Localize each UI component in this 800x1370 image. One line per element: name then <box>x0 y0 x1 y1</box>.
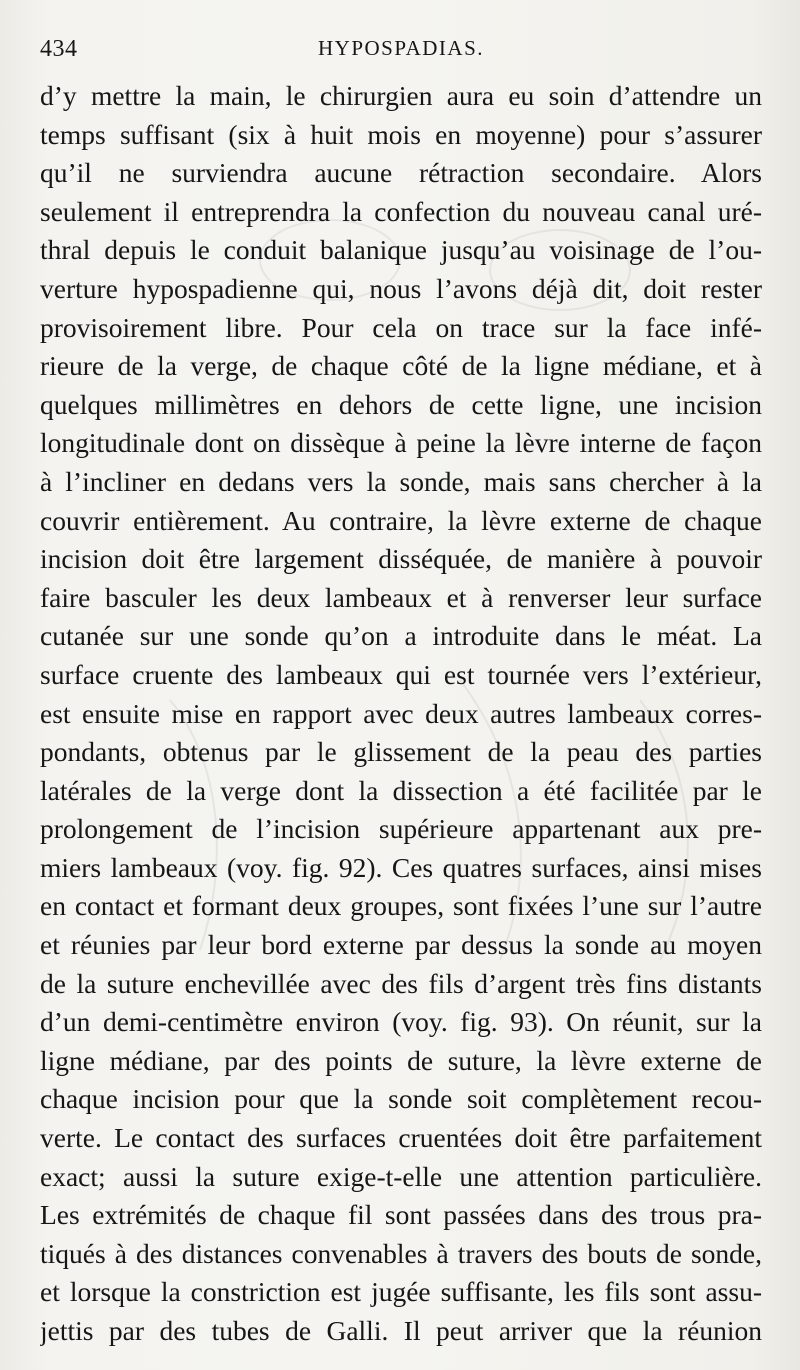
text-line: en contact et formant deux groupes, sont fixées l’une sur l’autre <box>40 890 762 922</box>
text-line: à l’incliner en dedans vers la sonde, mais sans chercher à la <box>40 465 762 497</box>
text-line: latérales de la verge dont la dissection a été facilitée par le <box>40 774 762 806</box>
text-line: est ensuite mise en rapport avec deux autres lambeaux corres- <box>40 697 762 729</box>
running-head: HYPOSPADIAS. <box>317 36 485 60</box>
text-line: prolongement de l’incision supérieure appartenant aux pre- <box>40 813 762 845</box>
text-line: rieure de la verge, de chaque côté de la ligne médiane, et à <box>40 350 762 382</box>
body-text <box>40 77 762 1351</box>
text-line: provisoirement libre. Pour cela on trace sur la face infé- <box>40 311 762 343</box>
page-number: 434 <box>40 36 78 62</box>
text-line: pondants, obtenus par le glissement de la peau des parties <box>40 736 762 768</box>
text-line: qu’il ne surviendra aucune rétraction secondaire. Alors <box>40 157 762 189</box>
text-line: temps suffisant (six à huit mois en moyenne) pour s’assurer <box>40 118 762 150</box>
text-line: tiqués à des distances convenables à travers des bouts de sonde, <box>40 1237 762 1269</box>
text-line: jettis par des tubes de Galli. Il peut arriver que la réunion <box>40 1315 762 1346</box>
text-line: faire basculer les deux lambeaux et à renverser leur surface <box>40 581 762 613</box>
page-header <box>40 30 762 70</box>
text-line: thral depuis le conduit balanique jusqu’au voisinage de l’ou- <box>40 234 762 266</box>
text-line: cutanée sur une sonde qu’on a introduite dans le méat. La <box>40 620 762 652</box>
text-line: verte. Le contact des surfaces cruentées doit être parfaitement <box>40 1122 762 1154</box>
text-line: incision doit être largement disséquée, de manière à pouvoir <box>40 543 762 575</box>
text-line: d’un demi-centimètre environ (voy. fig. 93). On réunit, sur la <box>40 1006 762 1038</box>
text-line: quelques millimètres en dehors de cette ligne, une incision <box>40 388 762 420</box>
text-line: de la suture enchevillée avec des fils d’argent très fins distants <box>40 967 762 999</box>
text-line: d’y mettre la main, le chirurgien aura eu soin d’attendre un <box>40 80 762 111</box>
text-line: longitudinale dont on dissèque à peine la lèvre interne de façon <box>40 427 762 459</box>
text-line: et réunies par leur bord externe par dessus la sonde au moyen <box>40 929 762 961</box>
text-line: Les extrémités de chaque fil sont passées dans des trous pra- <box>40 1199 762 1231</box>
text-line: et lorsque la constriction est jugée suffisante, les fils sont assu- <box>40 1276 762 1308</box>
text-line: seulement il entreprendra la confection du nouveau canal uré- <box>40 195 762 227</box>
text-line: ligne médiane, par des points de suture, la lèvre externe de <box>40 1044 762 1076</box>
text-line: verture hypospadienne qui, nous l’avons déjà dit, doit rester <box>40 272 762 304</box>
text-line: miers lambeaux (voy. fig. 92). Ces quatres surfaces, ainsi mises <box>40 851 762 883</box>
text-line: exact; aussi la suture exige-t-elle une attention particulière. <box>40 1160 762 1192</box>
text-line: surface cruente des lambeaux qui est tournée vers l’extérieur, <box>40 658 762 690</box>
text-line: couvrir entièrement. Au contraire, la lèvre externe de chaque <box>40 504 762 536</box>
text-line: chaque incision pour que la sonde soit complètement recou- <box>40 1083 762 1115</box>
